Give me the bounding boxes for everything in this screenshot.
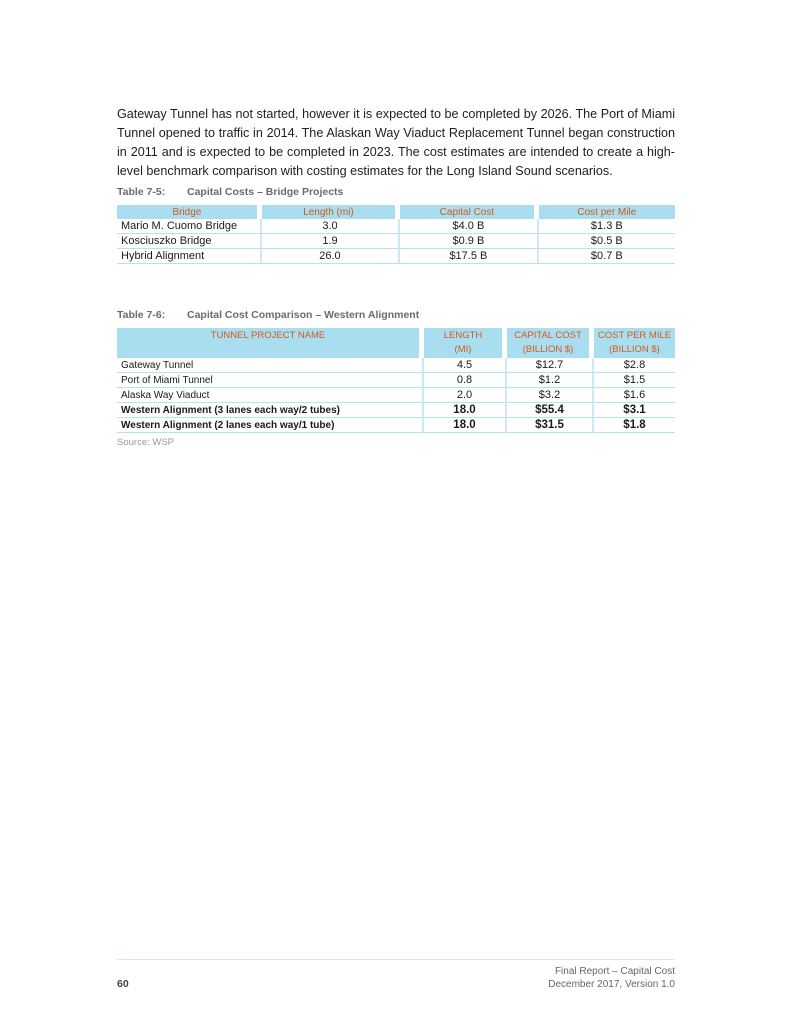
cell: 18.0 bbox=[424, 418, 507, 433]
cell: $31.5 bbox=[507, 418, 594, 433]
header-line: CAPITAL COST bbox=[514, 330, 582, 341]
col-bridge: Bridge bbox=[117, 205, 262, 219]
table-7-5-caption bbox=[117, 186, 343, 198]
table-row bbox=[117, 388, 675, 403]
cell: $55.4 bbox=[507, 403, 594, 418]
col-length: Length (mi) bbox=[262, 205, 400, 219]
cell: 3.0 bbox=[262, 219, 400, 234]
cell: $1.2 bbox=[507, 373, 594, 388]
cell: $4.0 B bbox=[400, 219, 538, 234]
footer-line-2: December 2017, Version 1.0 bbox=[548, 979, 675, 990]
footer-report-info bbox=[548, 965, 675, 991]
table-7-5-number: Table 7-5: bbox=[117, 186, 166, 198]
cell: $3.1 bbox=[594, 403, 675, 418]
header-line: TUNNEL PROJECT NAME bbox=[210, 330, 326, 341]
cell: $1.6 bbox=[594, 388, 675, 403]
header-line: (MI) bbox=[454, 344, 472, 355]
cell: Kosciuszko Bridge bbox=[117, 234, 262, 249]
cell: 4.5 bbox=[424, 358, 507, 373]
cell: $12.7 bbox=[507, 358, 594, 373]
table-7-5-title: Capital Costs – Bridge Projects bbox=[187, 186, 344, 198]
table-row bbox=[117, 358, 675, 373]
col-capital-cost: Capital Cost bbox=[400, 205, 538, 219]
cell: $0.7 B bbox=[539, 249, 675, 264]
bridge-costs-table bbox=[117, 205, 675, 264]
col-cost-per-mile: Cost per Mile bbox=[539, 205, 675, 219]
table-row bbox=[117, 418, 675, 433]
header-line: LENGTH bbox=[443, 330, 483, 341]
cell: 18.0 bbox=[424, 403, 507, 418]
table-row bbox=[117, 234, 675, 249]
cell: 0.8 bbox=[424, 373, 507, 388]
cell: $1.5 bbox=[594, 373, 675, 388]
cell: Port of Miami Tunnel bbox=[117, 373, 424, 388]
footer-divider bbox=[117, 959, 675, 960]
table-header-row bbox=[117, 205, 675, 219]
cell: $1.8 bbox=[594, 418, 675, 433]
cell: $2.8 bbox=[594, 358, 675, 373]
cell: Gateway Tunnel bbox=[117, 358, 424, 373]
page-number: 60 bbox=[117, 978, 129, 990]
body-paragraph: Gateway Tunnel has not started, however it is expected to be completed by 2026. The Port of Miami Tunnel opened to traffic in 2014. The Alaskan Way Viaduct Replacement Tunnel began construction in 2011 and is expected to be completed in 2023. The cost estimates are intended to create a high-level benchmark comparison with costing estimates for the Long Island Sound scenarios. bbox=[117, 106, 675, 178]
cell: Western Alignment (2 lanes each way/1 tube) bbox=[117, 418, 424, 433]
header-line: (BILLION $) bbox=[609, 344, 660, 355]
cell: Mario M. Cuomo Bridge bbox=[117, 219, 262, 234]
col-length bbox=[424, 328, 507, 358]
cell: $17.5 B bbox=[400, 249, 538, 264]
col-cost-per-mile bbox=[594, 328, 675, 358]
col-capital-cost bbox=[507, 328, 594, 358]
cell: Western Alignment (3 lanes each way/2 tubes) bbox=[117, 403, 424, 418]
cell: $0.9 B bbox=[400, 234, 538, 249]
col-tunnel-project-name bbox=[117, 328, 424, 358]
cell: $0.5 B bbox=[539, 234, 675, 249]
cell: $3.2 bbox=[507, 388, 594, 403]
table-row bbox=[117, 403, 675, 418]
table-row bbox=[117, 249, 675, 264]
footer-line-1: Final Report – Capital Cost bbox=[554, 966, 675, 977]
header-line: (BILLION $) bbox=[522, 344, 574, 355]
cell: 1.9 bbox=[262, 234, 400, 249]
table-7-6-caption bbox=[117, 309, 419, 321]
cell: Hybrid Alignment bbox=[117, 249, 262, 264]
table-7-6-title: Capital Cost Comparison – Western Alignment bbox=[187, 309, 420, 321]
tunnel-cost-comparison-table bbox=[117, 328, 675, 433]
table-header-row bbox=[117, 328, 675, 358]
cell: 2.0 bbox=[424, 388, 507, 403]
table-row bbox=[117, 219, 675, 234]
table-source-note: Source: WSP bbox=[117, 437, 175, 448]
header-line: COST PER MILE bbox=[597, 330, 672, 341]
table-7-6-number: Table 7-6: bbox=[117, 309, 166, 321]
cell: $1.3 B bbox=[539, 219, 675, 234]
cell: Alaska Way Viaduct bbox=[117, 388, 424, 403]
table-row bbox=[117, 373, 675, 388]
cell: 26.0 bbox=[262, 249, 400, 264]
